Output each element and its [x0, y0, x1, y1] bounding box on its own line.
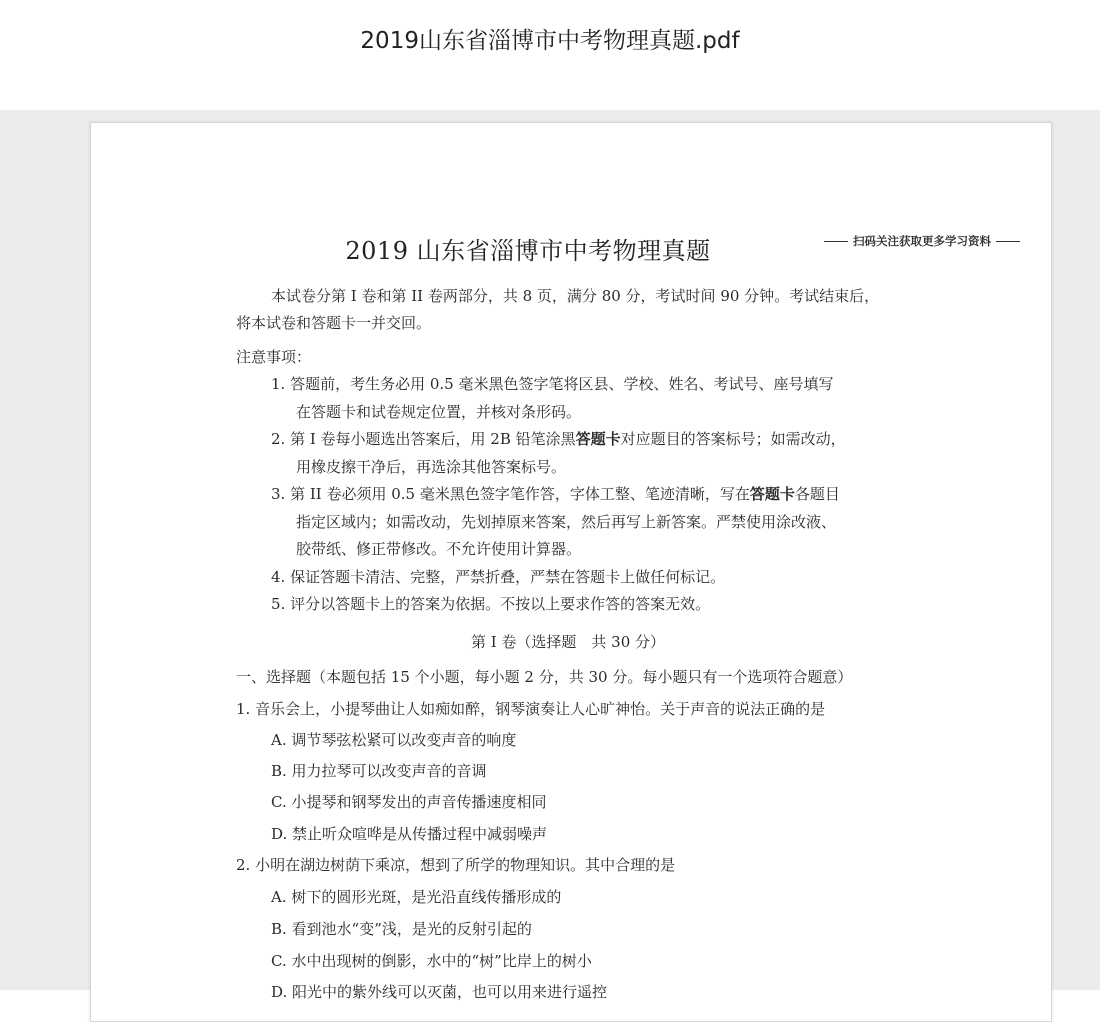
intro-line-1: 本试卷分第 I 卷和第 II 卷两部分，共 8 页，满分 80 分，考试时间 90 分钟。考试结束后， — [271, 287, 880, 305]
note-5: 5. 评分以答题卡上的答案为依据。不按以上要求作答的答案无效。 — [271, 595, 711, 613]
note-2-line-2: 用橡皮擦干净后，再选涂其他答案标号。 — [296, 458, 567, 476]
notes-heading: 注意事项： — [236, 348, 312, 366]
pdf-viewer[interactable] — [0, 110, 1100, 1001]
section-title: 第 I 卷（选择题 共 30 分） — [470, 633, 666, 651]
question-2: 2. 小明在湖边树荫下乘凉，想到了所学的物理知识。其中合理的是 — [236, 856, 676, 874]
part-heading: 一、选择题（本题包括 15 个小题，每小题 2 分，共 30 分。每小题只有一个选项符合题意） — [236, 668, 853, 686]
question-2-option-d: D. 阳光中的紫外线可以灭菌，也可以用来进行遥控 — [271, 983, 608, 1001]
question-2-option-a: A. 树下的圆形光斑，是光沿直线传播形成的 — [271, 888, 562, 906]
question-2-option-c: C. 水中出现树的倒影，水中的“树”比岸上的树小 — [271, 952, 592, 970]
question-1-option-c: C. 小提琴和钢琴发出的声音传播速度相同 — [271, 793, 547, 811]
document-filename: 2019山东省淄博市中考物理真题.pdf — [360, 28, 740, 54]
note-4: 4. 保证答题卡清洁、完整，严禁折叠，严禁在答题卡上做任何标记。 — [271, 568, 726, 586]
question-1-option-d: D. 禁止听众喧哗是从传播过程中减弱噪声 — [271, 825, 548, 843]
pdf-page — [90, 122, 1052, 1022]
question-1-option-a: A. 调节琴弦松紧可以改变声音的响度 — [271, 731, 517, 749]
note-3-line-1: 3. 第 II 卷必须用 0.5 毫米黑色签字笔作答，字体工整、笔迹清晰，写在答题卡各题目 — [271, 485, 840, 503]
answer-card-emphasis: 答题卡 — [749, 485, 795, 503]
note-1-line-1: 1. 答题前，考生务必用 0.5 毫米黑色签字笔将区县、学校、姓名、考试号、座号填写 — [271, 375, 834, 393]
exam-title: 2019 山东省淄博市中考物理真题 — [345, 237, 711, 265]
note-3-line-3: 胶带纸、修正带修改。不允许使用计算器。 — [296, 540, 582, 558]
title-bar — [0, 0, 1100, 110]
intro-line-2: 将本试卷和答题卡一并交回。 — [236, 314, 432, 332]
question-1-option-b: B. 用力拉琴可以改变声音的音调 — [271, 762, 487, 780]
answer-card-emphasis: 答题卡 — [575, 430, 621, 448]
note-3-line-2: 指定区域内；如需改动，先划掉原来答案，然后再写上新答案。严禁使用涂改液、 — [296, 513, 837, 531]
qr-watermark-label: 扫码关注获取更多学习资料 — [819, 233, 1025, 249]
note-2-line-1: 2. 第 I 卷每小题选出答案后，用 2B 铅笔涂黑答题卡对应题目的答案标号；如需改动， — [271, 430, 846, 448]
question-2-option-b: B. 看到池水“变”浅，是光的反射引起的 — [271, 920, 532, 938]
question-1: 1. 音乐会上，小提琴曲让人如痴如醉，钢琴演奏让人心旷神怡。关于声音的说法正确的是 — [236, 700, 826, 718]
note-1-line-2: 在答题卡和试卷规定位置，并核对条形码。 — [296, 403, 582, 421]
